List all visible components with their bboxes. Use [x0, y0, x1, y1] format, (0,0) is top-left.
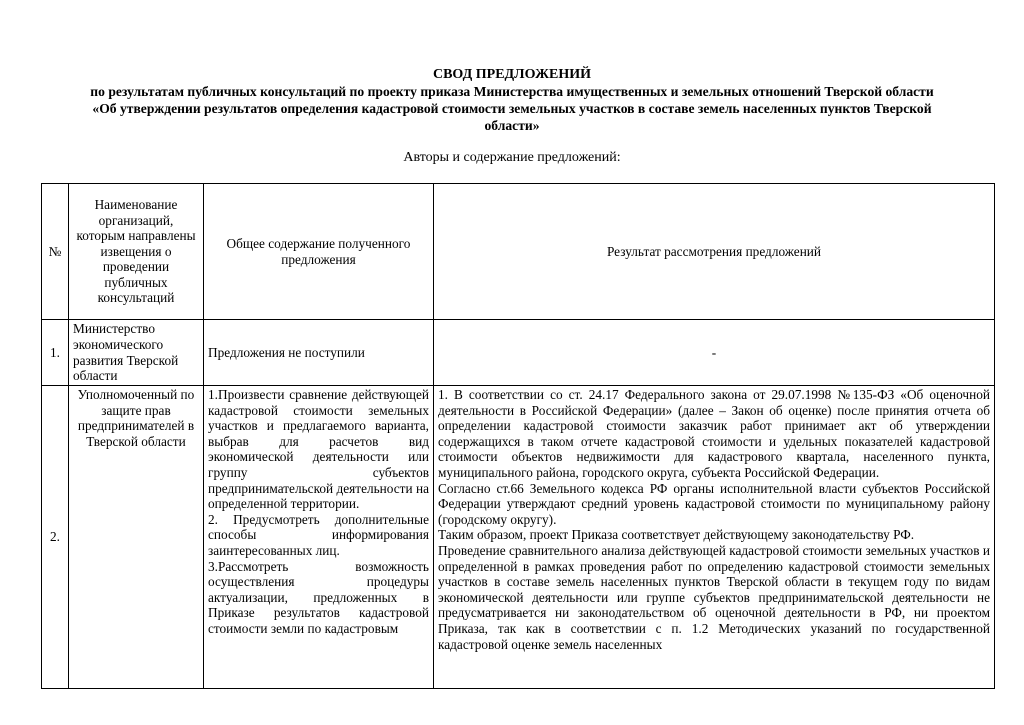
row-number: 1. [42, 320, 69, 386]
row-summary: Предложения не поступили [204, 320, 434, 386]
subtitle-line: «Об утверждении результатов определения кадастровой стоимости земельных участков в составе земель населенных пунктов Тверской [92, 101, 932, 116]
subtitle-line: по результатам публичных консультаций по проекту приказа Министерства имущественных и земельных отношений Тверской области [90, 84, 934, 99]
result-paragraph: Проведение сравнительного анализа действующей кадастровой стоимости земельных участков и определенной в рамках проведения работ по определению кадастровой стоимости земельных участков в составе земель населенных пунктов Тверской области в текущем году по видам экономической деятельности или группе субъектов предпринимательской деятельности не предусматривается ни законодательством об оценочной деятельности в РФ, ни проектом Приказа, так как в соответствии с п. 1.2 Методических указаний по государственной кадастровой оценке земель населенных [438, 542, 990, 652]
summary-list [208, 387, 429, 687]
title-block [40, 66, 984, 134]
document-title: СВОД ПРЕДЛОЖЕНИЙ [432, 67, 591, 82]
result-paragraph: 1. В соответствии со ст. 24.17 Федерального закона от 29.07.1998 №135-ФЗ «Об оценочной деятельности в Российской Федерации» (далее – Закон об оценке) после принятия отчета об определении кадастровой стоимости заказчик работ принимает акт об утверждении содержащихся в таком отчете кадастровой стоимости и удельных показателей кадастровой стоимости объектов недвижимости для кадастрового квартала, населенного пункта, муниципального района, городского округа, субъекта Российской Федерации. [438, 387, 990, 480]
result-paragraph: Согласно ст.66 Земельного кодекса РФ органы исполнительной власти субъектов Российской Федерации утверждают средний уровень кадастровой стоимости по муниципальному району (городскому округу). [438, 480, 990, 527]
header-summary: Общее содержание полученного предложения [204, 184, 434, 320]
header-organizations: Наименование организаций, которым направлены извещения о проведении публичных консультаций [69, 184, 204, 320]
summary-item: 2. Предусмотреть дополнительные способы информирования заинтересованных лиц. [208, 511, 429, 558]
row-result: - [434, 320, 995, 386]
row-number: 2. [42, 386, 69, 689]
result-text [438, 387, 990, 687]
proposals-table [41, 183, 995, 689]
table-header-row [42, 184, 995, 320]
row-summary [204, 386, 434, 689]
header-num: № [42, 184, 69, 320]
row-organization [69, 386, 204, 689]
summary-item: 1.Произвести сравнение действующей кадастровой стоимости земельных участков и предлагаемого варианта, выбрав для расчетов вид экономической деятельности или группу субъектов предпринимательской деятельности на определенной территории. [208, 387, 429, 512]
row-organization-text: Уполномоченный по защите прав предпринимателей в Тверской области [77, 387, 195, 449]
row-result [434, 386, 995, 689]
table-row [42, 320, 995, 386]
table-row [42, 386, 995, 689]
summary-item: 3.Рассмотреть возможность осуществления процедуры актуализации, предложенных в Приказе результатов кадастровой стоимости земли по кадастровым [208, 558, 429, 636]
header-result: Результат рассмотрения предложений [434, 184, 995, 320]
row-organization: Министерство экономического развития Тверской области [69, 320, 204, 386]
subtitle-line: области» [484, 118, 540, 133]
result-paragraph: Таким образом, проект Приказа соответствует действующему законодательству РФ. [438, 527, 915, 543]
authors-heading: Авторы и содержание предложений: [403, 150, 621, 165]
